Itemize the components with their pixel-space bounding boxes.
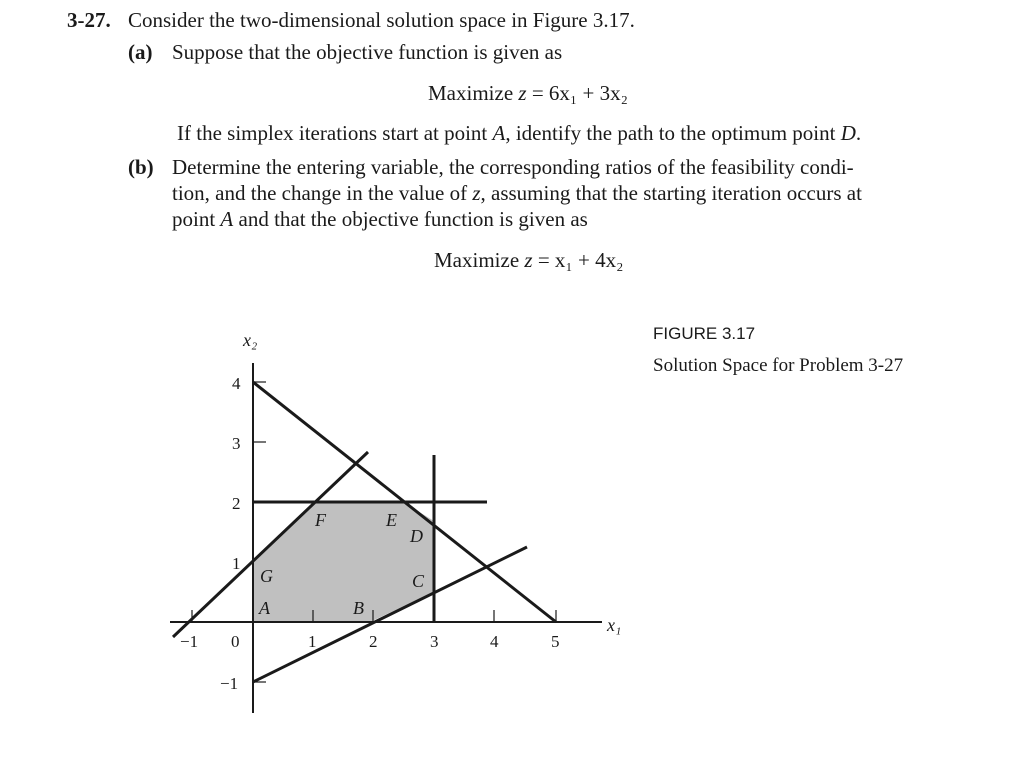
figure-caption-text: Solution Space for Problem 3-27	[653, 355, 904, 376]
x-tick-label: 2	[369, 632, 378, 651]
y-axis-label: x₂	[243, 330, 258, 350]
point-label-E: E	[386, 510, 397, 530]
y-tick-label: 4	[232, 374, 241, 393]
objective-b-z: z	[524, 248, 533, 272]
figure-caption-title: FIGURE 3.17	[653, 324, 756, 343]
y-tick-label: 3	[232, 434, 241, 453]
point-label-A: A	[259, 598, 270, 618]
objective-a-word: Maximize	[428, 81, 514, 105]
point-label-D: D	[410, 526, 423, 546]
part-a-followup-A: A	[492, 121, 506, 145]
x-tick-label: 5	[551, 632, 560, 651]
y-tick-label: 2	[232, 494, 241, 513]
part-a-followup-3: .	[855, 121, 862, 145]
point-label-F: F	[315, 510, 326, 530]
x-axis-label: x₁	[607, 615, 622, 635]
part-a-text: Suppose that the objective function is given as	[172, 40, 563, 64]
part-b-line2-1: tion, and the change in the value of	[172, 181, 473, 205]
part-b-label: (b)	[128, 155, 154, 179]
part-b-line3-2: and that the objective function is given as	[233, 207, 588, 231]
objective-a-z: z	[518, 81, 527, 105]
objective-a-rhs: = 6x₁ + 3x₂	[531, 81, 628, 105]
part-b-line2-2: , assuming that the starting iteration occurs at	[480, 181, 862, 205]
problem-intro: Consider the two-dimensional solution space in Figure 3.17.	[128, 8, 635, 32]
part-a-label: (a)	[128, 40, 153, 64]
feasible-region	[253, 502, 434, 622]
part-b-line3-A: A	[220, 207, 234, 231]
x-tick-label: 4	[490, 632, 499, 651]
part-a-followup-D: D	[840, 121, 856, 145]
part-b-line1: Determine the entering variable, the corresponding ratios of the feasibility condi-	[172, 155, 854, 179]
part-a-followup-2: , identify the path to the optimum point	[505, 121, 841, 145]
x-tick-label: 1	[308, 632, 317, 651]
point-label-C: C	[412, 571, 425, 591]
x-tick-label: 3	[430, 632, 439, 651]
part-b-line3-1: point	[172, 207, 221, 231]
point-label-G: G	[260, 566, 273, 586]
part-b-line2-z: z	[472, 181, 481, 205]
objective-b-word: Maximize	[434, 248, 520, 272]
problem-number: 3-27.	[67, 8, 111, 32]
y-tick-label: 1	[232, 554, 241, 573]
part-a-followup-1: If the simplex iterations start at point	[177, 121, 493, 145]
x-tick-label: 0	[231, 632, 240, 651]
x-tick-label: −1	[180, 632, 199, 651]
y-tick-label: −1	[220, 674, 239, 693]
objective-b-rhs: = x₁ + 4x₂	[537, 248, 624, 272]
point-label-B: B	[353, 598, 364, 618]
